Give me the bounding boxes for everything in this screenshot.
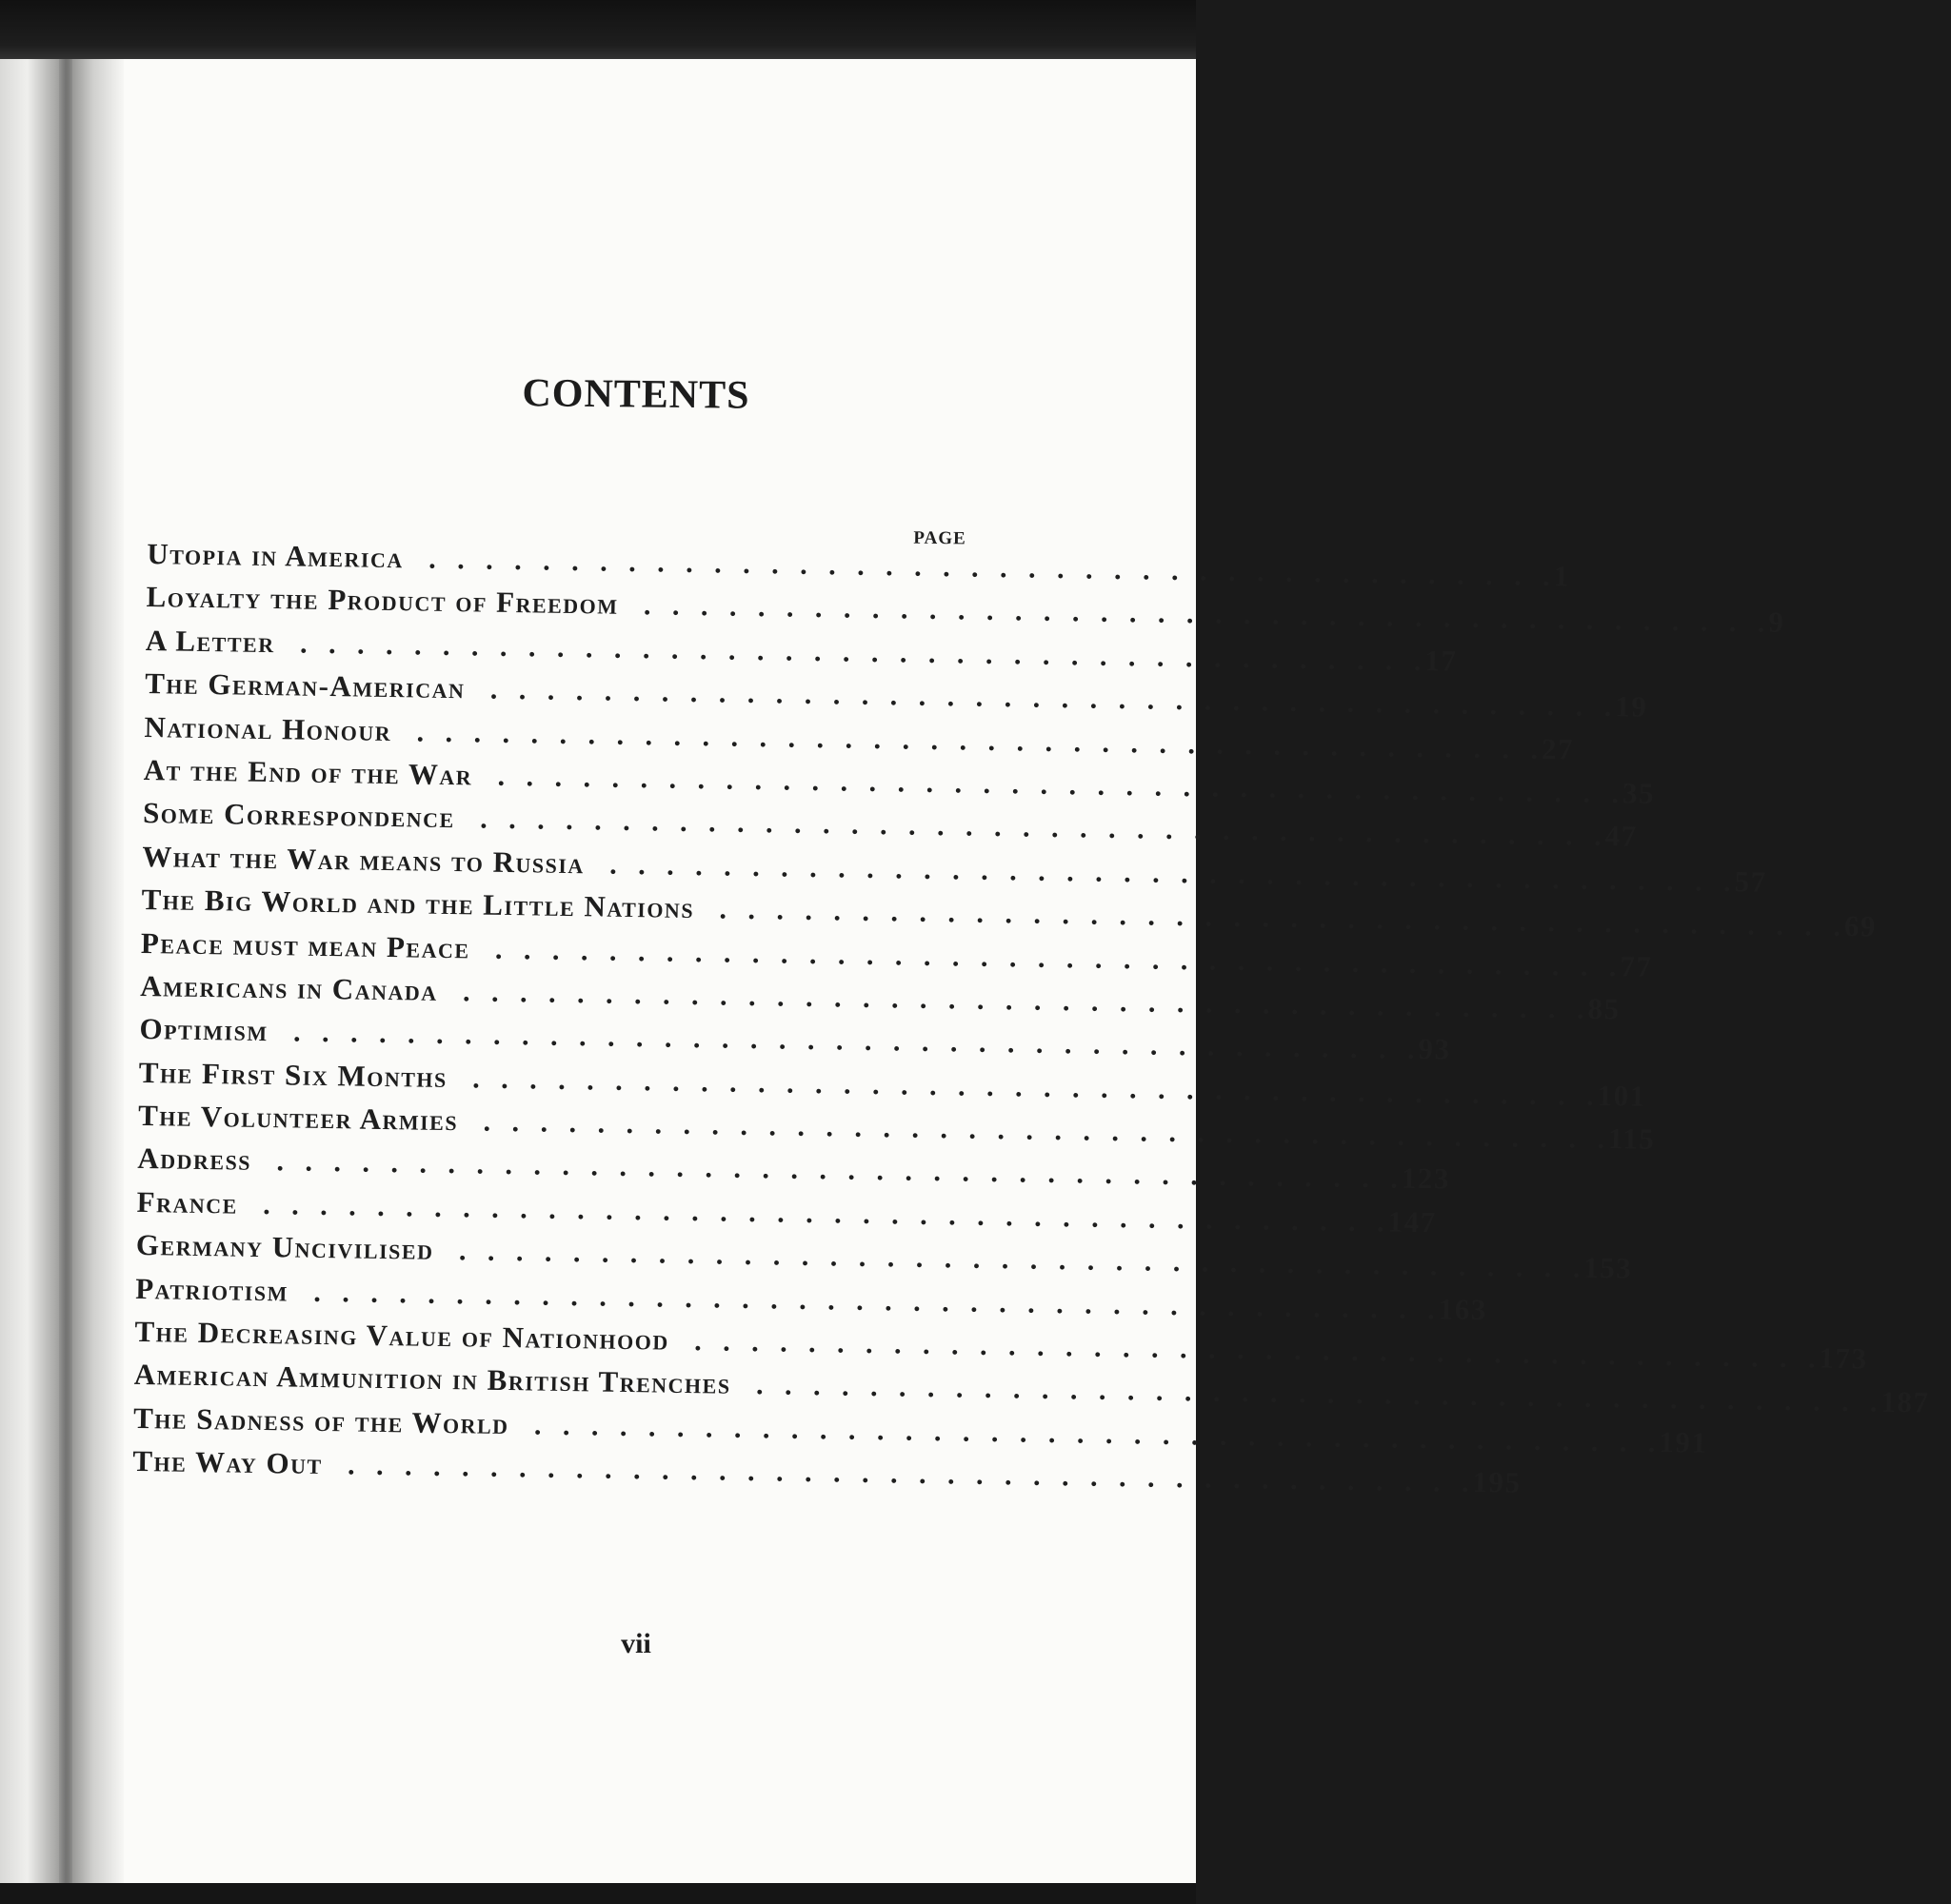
toc-entry-page: 147	[1387, 1204, 1437, 1240]
toc-entry-page: 191	[1659, 1424, 1708, 1459]
toc-entry-title: Germany Uncivilised	[135, 1228, 434, 1267]
toc-entry-title: The Volunteer Armies	[137, 1099, 459, 1138]
toc-entry-list	[132, 536, 1930, 1500]
toc-entry-title: American Ammunition in British Trenches	[133, 1358, 731, 1401]
dot-leader: . . . . . . . . . . . . . . . . . . . . . . . . . . . . . . . . . . . . . . . .	[326, 1449, 1469, 1499]
toc-entry-page: 163	[1438, 1292, 1488, 1326]
toc-entry-title: Patriotism	[134, 1271, 289, 1308]
toc-entry-title: Some Correspondence	[142, 796, 456, 835]
dot-leader: . . . . . . . . . . . . . . . . . . . . . . . . . . . . . . . . . . . . . . . .	[587, 848, 1731, 898]
contents-heading: CONTENTS	[522, 371, 750, 418]
toc-entry-page: 27	[1541, 731, 1575, 766]
toc-entry-title: National Honour	[144, 709, 392, 747]
dot-leader: . . . . . . . . . . . . . . . . . . . . . . . . . . . . . . . . . . . . . . . .	[441, 975, 1584, 1025]
toc-entry-page: 85	[1587, 991, 1621, 1026]
toc-entry-title: Peace must mean Peace	[140, 925, 470, 964]
toc-entry-title: The First Six Months	[138, 1055, 448, 1094]
dot-leader: . . . . . . . . . . . . . . . . . . . . . . . . . . . . . . . . . . . . . . . .	[468, 673, 1612, 724]
toc-entry-page: 57	[1734, 863, 1767, 899]
toc-entry-title: What the War means to Russia	[142, 839, 586, 880]
toc-entry-title: At the End of the War	[143, 752, 473, 792]
toc-entry-title: Optimism	[139, 1012, 269, 1048]
scan-bottom-edge	[0, 1883, 1196, 1904]
dot-leader: . . . . . . . . . . . . . . . . . . . . . . . . . . . . . . . . . . . . . . . .	[241, 1188, 1384, 1239]
dot-leader: . . . . . . . . . . . . . . . . . . . . . . . . . . . . . . . . . . . . . . . .	[512, 1408, 1656, 1458]
dot-leader: . . . . . . . . . . . . . . . . . . . . . . . . . . . . . . . . . . . . . . . .	[734, 1369, 1878, 1419]
scan-top-edge	[0, 0, 1196, 65]
toc-entry-page: 153	[1583, 1251, 1633, 1285]
dot-leader: . . . . . . . . . . . . . . . . . . . . . . . . . . . . . . . . . . . . . . . .	[394, 715, 1539, 765]
toc-entry-title: The Sadness of the World	[132, 1400, 509, 1440]
toc-entry-title: Loyalty the Product of Freedom	[146, 580, 619, 622]
toc-entry-page: 9	[1768, 605, 1785, 640]
dot-leader: . . . . . . . . . . . . . . . . . . . . . . . . . . . . . . . . . . . . . . . .	[271, 1016, 1415, 1066]
dot-leader: . . . . . . . . . . . . . . . . . . . . . . . . . . . . . . . . . . . . . . . .	[622, 589, 1765, 640]
dot-leader: . . . . . . . . . . . . . . . . . . . . . . . . . . . . . . . . . . . . . . . .	[407, 543, 1550, 593]
toc-entry-page: 187	[1881, 1385, 1930, 1419]
toc-entry-page: 47	[1604, 819, 1638, 853]
toc-entry-title: France	[136, 1184, 239, 1220]
toc-entry-title: Address	[137, 1141, 252, 1178]
toc-entry-page: 195	[1472, 1465, 1522, 1499]
toc-entry-page: 123	[1401, 1161, 1451, 1197]
toc-entry-title: The German-American	[144, 666, 466, 705]
toc-entry-page: 173	[1819, 1340, 1868, 1376]
toc-entry-title: A Letter	[145, 623, 275, 659]
toc-entry-page: 17	[1424, 643, 1458, 678]
toc-entry-page: 1	[1553, 559, 1570, 593]
dot-leader: . . . . . . . . . . . . . . . . . . . . . . . . . . . . . . . . . . . . . . . .	[473, 932, 1617, 982]
dot-leader: . . . . . . . . . . . . . . . . . . . . . . . . . . . . . . . . . . . . . . . .	[254, 1145, 1399, 1196]
toc-entry-title: The Big World and the Little Nations	[141, 883, 695, 925]
dot-leader: . . . . . . . . . . . . . . . . . . . . . . . . . . . . . . . . . . . . . . . .	[697, 893, 1842, 943]
dot-leader: . . . . . . . . . . . . . . . . . . . . . . . . . . . . . . . . . . . . . . . .	[450, 1061, 1594, 1112]
dot-leader: . . . . . . . . . . . . . . . . . . . . . . . . . . . . . . . . . . . . . . . .	[458, 803, 1602, 853]
page-column-label: PAGE	[913, 527, 966, 549]
toc-entry-title: Americans in Canada	[139, 968, 438, 1007]
dot-leader: . . . . . . . . . . . . . . . . . . . . . . . . . . . . . . . . . . . . . . . .	[437, 1235, 1581, 1284]
toc-entry-title: The Way Out	[132, 1444, 324, 1481]
table-of-contents	[132, 516, 1930, 1500]
toc-entry-page: 69	[1843, 909, 1878, 943]
page-number: vii	[621, 1628, 651, 1659]
toc-entry-page: 93	[1418, 1032, 1451, 1066]
dot-leader: . . . . . . . . . . . . . . . . . . . . . . . . . . . . . . . . . . . . . . . .	[291, 1276, 1436, 1325]
gutter-shadow	[59, 59, 72, 1885]
toc-entry-page: 101	[1597, 1078, 1646, 1113]
toc-entry-page: 19	[1614, 689, 1648, 724]
dot-leader: . . . . . . . . . . . . . . . . . . . . . . . . . . . . . . . . . . . . . . . .	[461, 1105, 1605, 1156]
toc-entry-page: 115	[1607, 1121, 1656, 1157]
dot-leader: . . . . . . . . . . . . . . . . . . . . . . . . . . . . . . . . . . . . . . . .	[672, 1324, 1816, 1375]
toc-entry-title: The Decreasing Value of Nationhood	[134, 1314, 670, 1357]
toc-entry-title: Utopia in America	[147, 536, 405, 575]
dot-leader: . . . . . . . . . . . . . . . . . . . . . . . . . . . . . . . . . . . . . . . .	[475, 760, 1620, 810]
toc-entry-page: 35	[1622, 776, 1656, 810]
toc-entry-page: 77	[1620, 948, 1653, 983]
dot-leader: . . . . . . . . . . . . . . . . . . . . . . . . . . . . . . . . . . . . . . . .	[278, 626, 1422, 677]
